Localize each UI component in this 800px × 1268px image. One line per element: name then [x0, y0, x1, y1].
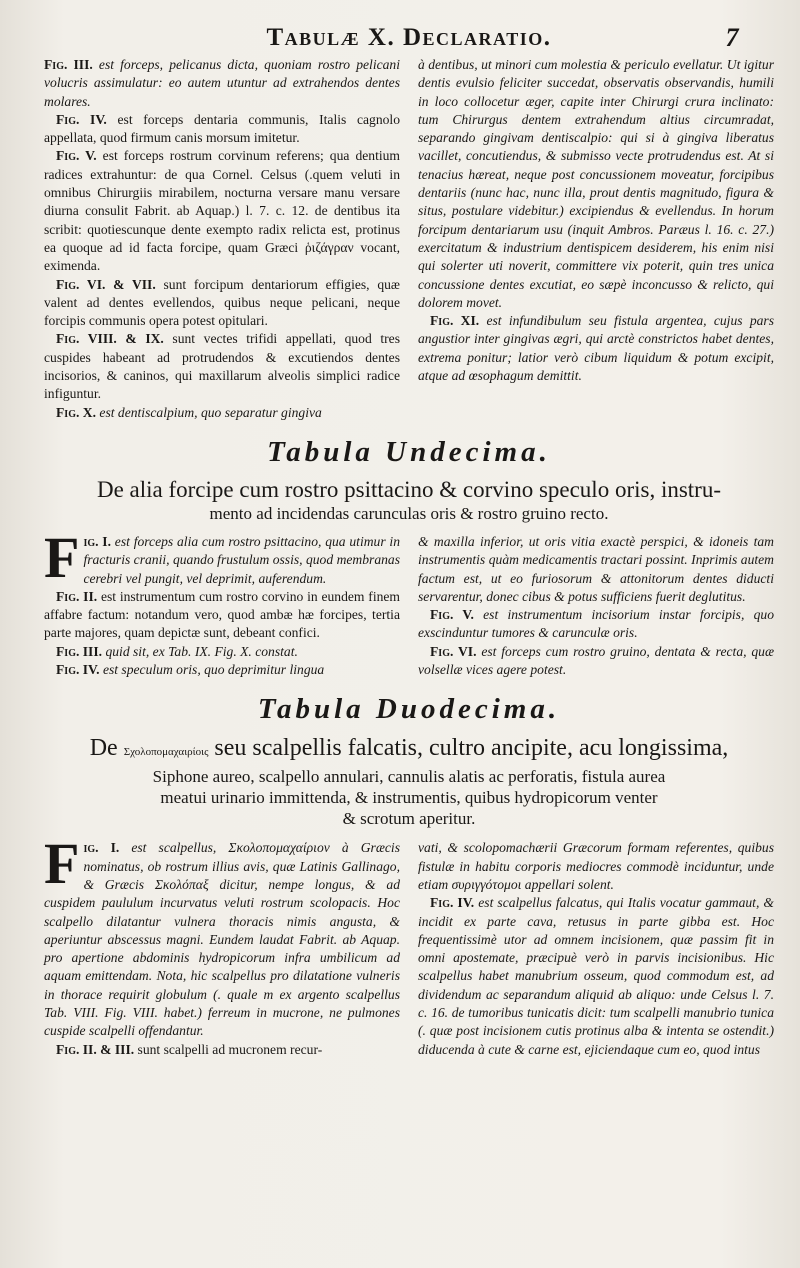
fig-label: ig. I. — [83, 533, 111, 549]
fig-label: Fig. V. — [430, 607, 474, 623]
fig-text: est forceps, pelicanus dicta, quoniam rostro pelicani volucris assimulatur: eo autem utuntur ad extrahendos dentes molares. — [44, 57, 400, 109]
fig-text: est dentiscalpium, quo separatur gingiva — [99, 404, 322, 420]
tab11-paragraph — [44, 588, 400, 643]
fig-label: ig. I. — [83, 840, 120, 856]
fig-label: Fig. IV. — [56, 111, 107, 127]
fig-label: Fig. V. — [56, 148, 97, 164]
tab12-subtitle-rest: seu scalpellis falcatis, cultro ancipite, acu longissima, — [214, 735, 729, 762]
tab11-paragraph — [44, 661, 400, 679]
tab11-columns — [44, 524, 775, 679]
tab12-title: Tabula Duodecima. — [257, 693, 561, 726]
tab12-right-column — [418, 839, 774, 1059]
tab11-paragraph — [418, 643, 774, 680]
fig-label: Fig. IV. — [56, 662, 100, 678]
fig-text: à dentibus, ut minori cum molestia & periculo evellatur. Ut igitur dentis evulsio feliciter succedat, observatis observandis, humili in loco collocetur æger, capite inter Chirurgi crura inclinato: tum Chirurgus dentem extrahendum altius circumradat, separando gingivam dentiscalpio: qui si à gingiva liberatus vacillet, concutiendus, & submisso vecte protrudendus est. At si tenacius hæreat, neque post concussionem moveatur, forcipibus dentariis (nunc hac, nunc illa, prout dentis magnitudo, figura & situs, postulare videbitur.) excipiendus & evellendus. In horum forcipum dentariarum usu (inquit Ambros. Paræus l. 16. c. 27.) exercitatum & industrium dentispicem desiderem, his enim nisi qui solerter uti noverit, committere vix poterit, quin tres unica concussione dentes excutiat, eo sæpè inconcusso & relicto, qui dolorem movet. — [418, 57, 774, 310]
tab10-columns — [44, 56, 774, 422]
tab10-paragraph — [44, 276, 400, 331]
header-title: Tabulæ X. Declaratio. — [266, 24, 552, 51]
tab10-paragraph — [418, 56, 774, 312]
fig-text: est forceps rostrum corvinum referens; qua dentium radices extrahuntur: de qua Cornel. Celsus (.quem veluti in omnibus Chirurgiis mirabilem, nocturna versare manu versare diurna consulit Fabrit. ab Aquap.) l. 7. c. 12. de dentibus ita scribit: quotiescunque dente exempto radix relicta est, protinus ea quoque ad id facta forcipe, quam Græci ῥιζάγραν vocant, eximenda. — [44, 148, 401, 274]
fig-text: & maxilla inferior, ut oris vitia exactè perspici, & idoneis tam instrumentis quàm medicamentis tractari possint. Inprimis autem factum est, ut eo furiosorum & attonitorum dentes diducti servarentur, donec cibus & potus sufficiens fuerit deglutitus. — [418, 533, 774, 604]
fig-text: est forceps cum rostro gruino, dentata & recta, quæ volsellæ vices agere potest. — [418, 643, 775, 678]
fig-text: sunt forcipum dentariorum effigies, quæ valent ad dentes evellendos, quibus neque pelicani, neque forcipis communis opera potest opitulari. — [44, 276, 400, 329]
running-head — [44, 20, 774, 56]
fig-text: sunt vectes trifidi appellati, quod tres cuspides habeant ad protrudendos & excutiendos dentes incisorios, & caninos, qui maxillarum alveolis simplici radice infiguntur. — [44, 331, 400, 402]
tab10-paragraph — [44, 330, 400, 403]
tab10-right-column — [418, 56, 774, 422]
tab11-paragraph — [44, 524, 400, 590]
tab11-left-column — [44, 524, 400, 679]
fig-text: est instrumentum incisorium instar forcipis, quo exscinduntur tumores & carunculæ oris. — [418, 607, 774, 641]
tab11-paragraph — [418, 606, 774, 643]
tab10-left-column — [44, 56, 400, 422]
tab12-subtitle-greek: Σχολοπομαχαιρίοις — [123, 746, 209, 759]
fig-text: est infundibulum seu fistula argentea, cujus pars angustior inter gingivas ægri, qui arctè constrictos habet dentes, extrema ponitur; latior verò cibum liquidum & potum excipit, atque ad œsophagum demittit. — [418, 313, 774, 384]
tab12-columns — [44, 831, 774, 1059]
fig-label: Fig. X. — [56, 404, 96, 420]
fig-text: vati, & scolopomachærii Græcorum formam referentes, quibus fistulæ in habitu corporis mediocres commodè inciduntur, unde etiam συριγγότομοι appellari solent. — [418, 840, 774, 892]
tab12-paragraph — [44, 831, 400, 1040]
drop-cap: F — [44, 524, 80, 590]
tab10-paragraph — [44, 147, 400, 275]
tab12-paragraph — [418, 894, 774, 1059]
fig-text: est scalpellus, Σκολοπομαχαίριον à Græcis nominatus, ob rostrum illius avis, quæ Latinis Gallinago, & Græcis Σκολόπαξ dicitur, nempe longus, & ad cuspidem paululum incurvatus veluti rostrum scolopacis. Hoc scalpello dilatantur vulnera thoracis nimis angusta, & aperiuntur abscessus magni. Eundem laudat Fabrit. ab Aquap. pro apertione abdominis hydropicorum infra umbilicum ad aquam emittendam. Nota, hic scalpellus pro dilatatione vulneris in thorace requirit globulum (. quale m ex argento scalpellus Tab. VIII. Fig. VIII. habet.) ferreum in mucrone, ne pulmones cuspide scalpelli offendantur. — [44, 840, 400, 1039]
tab10-paragraph — [44, 56, 400, 111]
tab10-paragraph — [44, 404, 400, 422]
tab11-subtitle-line2: mento ad incidendas carunculas oris & rostro gruino recto. — [209, 503, 609, 523]
fig-text: est forceps dentaria communis, Italis cagnolo appellata, quod firmum canis morsum imitetur. — [44, 111, 401, 146]
fig-text: quid sit, ex Tab. IX. Fig. X. constat. — [105, 643, 298, 659]
fig-text: sunt scalpelli ad mucronem recur- — [137, 1041, 323, 1057]
tab11-paragraph — [44, 643, 400, 661]
tab12-subtitle — [44, 734, 774, 829]
tab12-paragraph — [418, 839, 774, 894]
tab11-title: Tabula Undecima. — [267, 435, 551, 468]
drop-cap: F — [44, 831, 80, 897]
fig-label: Fig. VI. — [430, 643, 477, 659]
tab11-paragraph — [418, 533, 774, 606]
fig-label: Fig. VIII. & IX. — [56, 331, 164, 347]
tab12-paragraph — [44, 1041, 400, 1059]
tab12-left-column — [44, 831, 400, 1059]
tab12-subtitle-de: De — [89, 735, 118, 762]
tab12-subtitle-line1 — [44, 734, 774, 766]
tab11-subtitle — [44, 477, 774, 525]
fig-label: Fig. XI. — [430, 313, 480, 329]
fig-text: est speculum oris, quo deprimitur lingua — [102, 662, 325, 678]
tab11-right-column — [418, 533, 774, 679]
fig-label: Fig. II. — [56, 588, 98, 604]
tab12-subtitle-line4: & scrotum aperitur. — [342, 809, 476, 829]
tab10-paragraph — [418, 312, 774, 385]
fig-label: Fig. III. — [56, 643, 103, 659]
fig-label: Fig. III. — [44, 57, 93, 72]
page-number: 7 — [725, 23, 740, 52]
tab10-paragraph — [44, 111, 400, 148]
fig-label: Fig. IV. — [430, 895, 475, 911]
fig-label: Fig. VI. & VII. — [56, 276, 156, 292]
fig-text: est forceps alia cum rostro psittacino, qua utimur in fracturis cranii, quando frustulum ossis, quod membranas cerebri vel pungit, vel deprimit, auferendum. — [83, 533, 400, 586]
fig-label: Fig. II. & III. — [56, 1041, 135, 1057]
tab12-subtitle-line3: meatui urinario immittenda, & instrumentis, quibus hydropicorum venter — [160, 788, 658, 808]
fig-text: est instrumentum cum rostro corvino in eundem finem affabre factum: notandum vero, quod ambæ hæ forcipes, tertia parte majores, quam depictæ sunt, debeant confici. — [44, 588, 400, 641]
fig-text: est scalpellus falcatus, qui Italis vocatur gammaut, & incidit ex parte cava, retusus in parte gibba est. Hoc frequentissimè utor ad omnem incisionem, quæ passim fit in omni apostemate, præcipuè verò in parvis incisionibus. Hic scalpellus habet manubrium osseum, quod commodum est, ad dividendum ac separandum aliquid ab aliquo: unde Celsus l. 7. c. 16. de tumoribus tunicatis dicit: tum scalpelli manubrio tunica (. quæ post incisionem cutis protinus alba & intenta se ostendit.) diducenda à cute & carne est, ejiciendaque cum eo, quod intus — [418, 895, 774, 1057]
tab11-subtitle-line1: De alia forcipe cum rostro psittacino & corvino speculo oris, instru- — [96, 476, 722, 502]
tab12-subtitle-line2: Siphone aureo, scalpello annulari, cannulis alatis ac perforatis, fistula aurea — [152, 767, 666, 787]
